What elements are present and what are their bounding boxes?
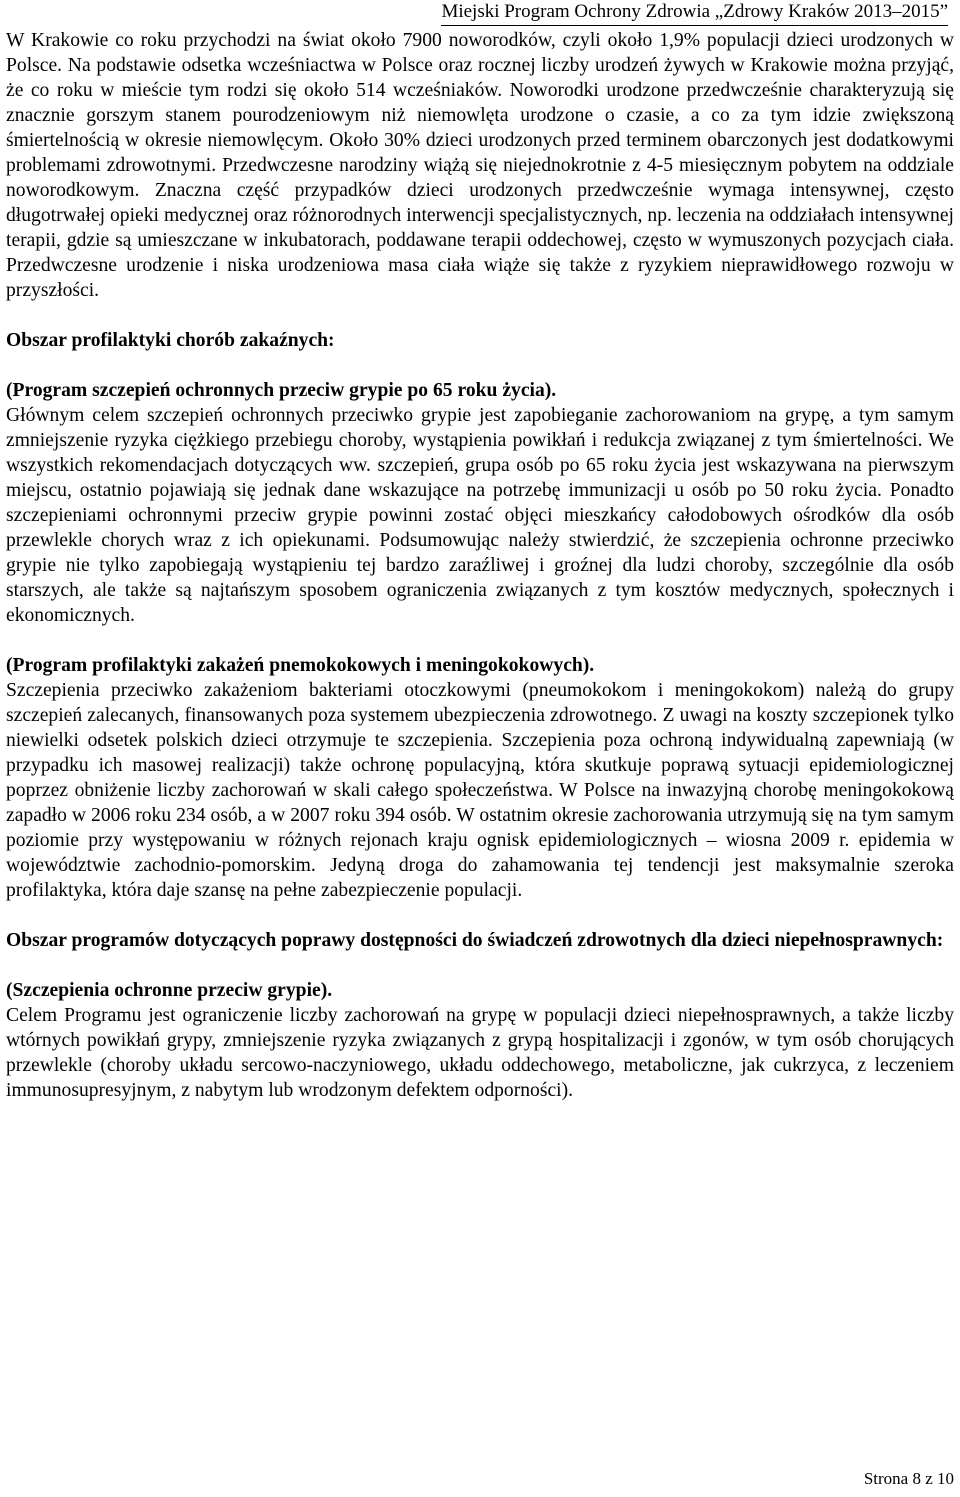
running-header: Miejski Program Ochrony Zdrowia „Zdrowy Kraków 2013–2015” [441,0,948,26]
program-title-pneumococcal: (Program profilaktyki zakażeń pnemokokowych i meningokokowych). [6,655,595,676]
program-title-flu-disabled: (Szczepienia ochronne przeciw grypie). [6,980,333,1001]
page-number: Strona 8 z 10 [863,1469,954,1488]
program-title-flu-65: (Program szczepień ochronnych przeciw grypie po 65 roku życia). [6,380,557,401]
program-body-flu-65: Głównym celem szczepień ochronnych przeciwko grypie jest zapobieganie zachorowaniom na grypę, a tym samym zmniejszenie ryzyka ciężkiego przebiegu choroby, wystąpienia powikłań i redukcja związanej z tym śmiertelności. We wszystkich rekomendacjach dotyczących ww. szczepień, grupa osób po 65 roku życia jest wskazywana na pierwszym miejscu, ostatnio pojawiają się jednak dane wskazujące na potrzebę immunizacji u osób po 50 roku życia. Ponadto szczepieniami ochronnymi przeciw grypie powinni zostać objęci mieszkańcy całodobowych ośrodków dla osób przewlekle chorych wraz z ich opiekunami. Podsumowując należy stwierdzić, że szczepienia ochronne przeciwko grypie nie tylko zapobiegają wystąpieniu tej bardzo zaraźliwej i groźnej dla ludzi choroby, szczególnie dla osób starszych, ale także są najtańszym sposobem ograniczenia związanych z tym kosztów medycznych, społecznych i ekonomicznych. [6,405,954,626]
program-body-flu-disabled: Celem Programu jest ograniczenie liczby zachorowań na grypę w populacji dzieci niepełnosprawnych, a także liczby wtórnych powikłań grypy, zmniejszenie ryzyka związanych z grypą hospitalizacji i zgonów, w tym osób chorujących przewlekle (choroby układu sercowo-naczyniowego, układu oddechowego, metaboliczne, jak cukrzyca, z leczeniem immunosupresyjnym, z nabytym lub wrodzonym defektem odporności). [6,1005,954,1101]
document-body [6,28,954,1103]
intro-paragraph: W Krakowie co roku przychodzi na świat około 7900 noworodków, czyli około 1,9% populacji dzieci urodzonych w Polsce. Na podstawie odsetka wcześniactwa w Polsce oraz rocznej liczby urodzeń żywych w Krakowie można przyjąć, że co roku w mieście tym rodzi się około 514 wcześniaków. Noworodki urodzone przedwcześnie charakteryzują się znacznie gorszym stanem pourodzeniowym niż niemowlęta urodzone o czasie, a co za tym idzie zwiększoną śmiertelnością w okresie niemowlęcym. Około 30% dzieci urodzonych przed terminem obarczonych jest dodatkowymi problemami zdrowotnymi. Przedwczesne narodziny wiążą się niejednokrotnie z 4-5 miesięcznym pobytem na oddziale noworodkowym. Znaczna część przypadków dzieci urodzonych przedwcześnie wymaga intensywnej, często długotrwałej opieki medycznej oraz różnorodnych interwencji specjalistycznych, np. leczenia na oddziałach intensywnej terapii, gdzie są umieszczane w inkubatorach, poddawane terapii oddechowej, często w wymuszonych pozycjach ciała. Przedwczesne urodzenie i niska urodzeniowa masa ciała wiąże się także z ryzykiem nieprawidłowego rozwoju w przyszłości. [6,30,954,301]
section-heading-infectious-diseases: Obszar profilaktyki chorób zakaźnych: [6,330,335,351]
program-body-pneumococcal: Szczepienia przeciwko zakażeniom bakteriami otoczkowymi (pneumokokom i meningokokom) należą do grupy szczepień zalecanych, finansowanych poza systemem ubezpieczenia zdrowotnego. Z uwagi na koszty szczepionek tylko niewielki odsetek polskich dzieci otrzymuje te szczepienia. Szczepienia poza ochroną indywidualną zapewniają (w przypadku ich masowej realizacji) także ochronę populacyjną, która skutkuje poprawą sytuacji epidemiologicznej poprzez obniżenie liczby zachorowań w skali całego społeczeństwa. W Polsce na inwazyjną chorobę meningokokową zapadło w 2006 roku 234 osób, a w 2007 roku 394 osób. W ostatnim okresie zachorowania utrzymują się na tym samym poziomie przy występowaniu w różnych rejonach kraju ognisk epidemiologicznych – wiosna 2009 r. epidemia w województwie zachodnio-pomorskim. Jedyną droga do zahamowania tej tendencji jest maksymalnie szeroka profilaktyka, która daje szansę na pełne zabezpieczenie populacji. [6,680,954,901]
spacer [6,303,954,328]
spacer [6,903,954,928]
spacer [6,353,954,378]
spacer [6,628,954,653]
spacer [6,953,954,978]
section-heading-disabled-children: Obszar programów dotyczących poprawy dostępności do świadczeń zdrowotnych dla dzieci niepełnosprawnych: [6,930,944,951]
